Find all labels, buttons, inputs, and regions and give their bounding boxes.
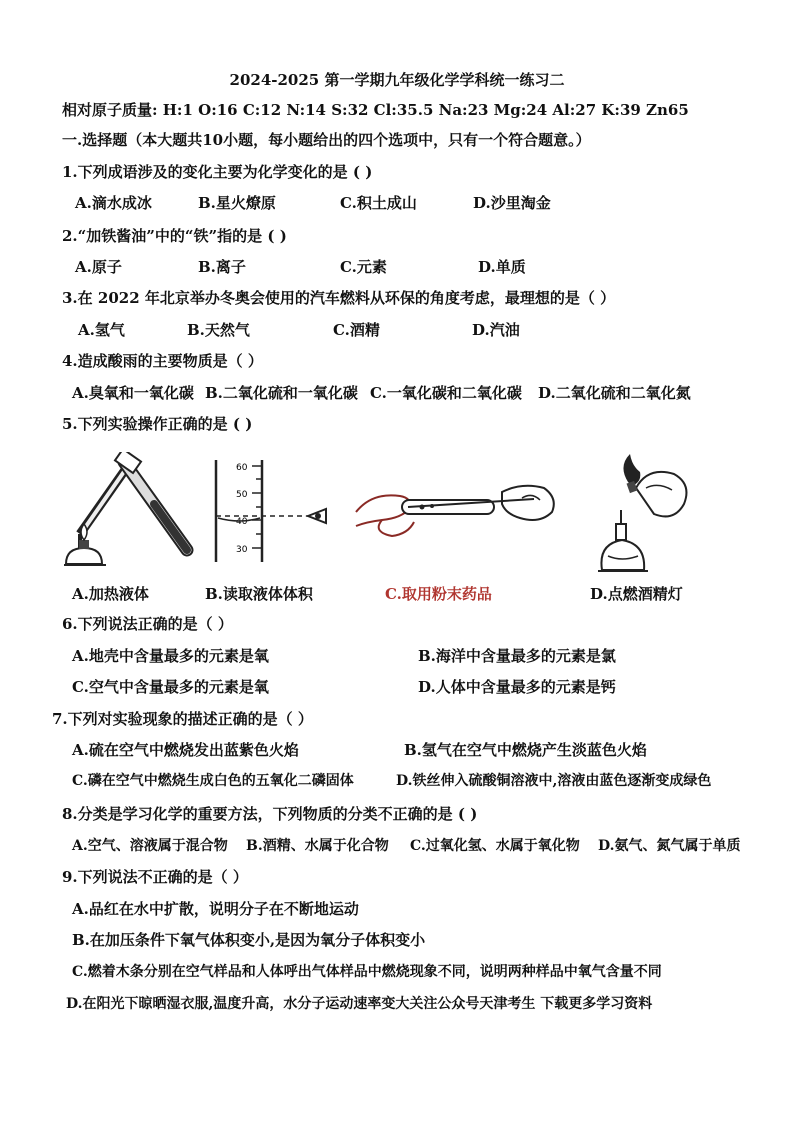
- q1-option-d: D.沙里淘金: [473, 194, 551, 212]
- question-2-stem: 2.“加铁酱油”中的“铁”指的是 ( ): [62, 227, 287, 245]
- q4-option-d: D.二氧化硫和二氧化氮: [538, 384, 691, 402]
- question-1-stem: 1.下列成语涉及的变化主要为化学变化的是 ( ): [62, 163, 373, 181]
- q9-option-c: C.燃着木条分别在空气样品和人体呼出气体样品中燃烧现象不同，说明两种样品中氧气含量不同: [72, 964, 662, 980]
- q7-option-b: B.氢气在空气中燃烧产生淡蓝色火焰: [404, 741, 647, 759]
- q9-option-b: B.在加压条件下氧气体积变小,是因为氧分子体积变小: [72, 931, 426, 949]
- q5-option-d: D.点燃酒精灯: [590, 585, 683, 603]
- q9-option-a: A.品红在水中扩散，说明分子在不断地运动: [72, 900, 359, 918]
- q4-option-a: A.臭氧和一氧化碳: [72, 384, 194, 402]
- q2-option-c: C.元素: [340, 258, 387, 276]
- q1-option-a: A.滴水成冰: [75, 194, 152, 212]
- figure-taking-powder: [352, 452, 560, 577]
- tick-30: 30: [236, 545, 248, 555]
- q1-option-c: C.积土成山: [340, 194, 417, 212]
- q5-option-c: C.取用粉末药品: [385, 585, 492, 603]
- section-heading: 一.选择题（本大题共10小题，每小题给出的四个选项中，只有一个符合题意。）: [62, 131, 591, 149]
- question-8-stem: 8.分类是学习化学的重要方法，下列物质的分类不正确的是 ( ): [62, 805, 478, 823]
- question-6-stem: 6.下列说法正确的是（ ）: [62, 615, 233, 633]
- figure-heating-liquid: [62, 452, 202, 577]
- q3-option-c: C.酒精: [333, 321, 380, 339]
- figure-reading-cylinder: [210, 452, 340, 577]
- q6-option-c: C.空气中含量最多的元素是氧: [72, 678, 269, 696]
- q4-option-c: C.一氧化碳和二氧化碳: [370, 384, 522, 402]
- q2-option-d: D.单质: [478, 258, 526, 276]
- q3-option-a: A.氢气: [78, 321, 125, 339]
- q2-option-a: A.原子: [75, 258, 122, 276]
- q8-option-a: A.空气、溶液属于混合物: [72, 838, 228, 854]
- q6-option-a: A.地壳中含量最多的元素是氧: [72, 647, 269, 665]
- q8-option-d: D.氨气、氮气属于单质: [598, 838, 741, 854]
- tick-50: 50: [236, 490, 248, 500]
- question-3-stem: 3.在 2022 年北京举办冬奥会使用的汽车燃料从环保的角度考虑，最理想的是（ ）: [62, 289, 616, 307]
- q5-option-b: B.读取液体体积: [205, 585, 313, 603]
- page-title: 2024-2025 第一学期九年级化学学科统一练习二: [229, 71, 565, 89]
- q3-option-d: D.汽油: [472, 321, 520, 339]
- q7-option-d: D.铁丝伸入硫酸铜溶液中,溶液由蓝色逐渐变成绿色: [396, 773, 712, 789]
- q7-option-a: A.硫在空气中燃烧发出蓝紫色火焰: [72, 741, 299, 759]
- q8-option-b: B.酒精、水属于化合物: [246, 838, 389, 854]
- question-7-stem: 7.下列对实验现象的描述正确的是（ ）: [52, 710, 313, 728]
- q1-option-b: B.星火燎原: [198, 194, 276, 212]
- figure-lighting-lamp: [588, 452, 698, 577]
- q6-option-d: D.人体中含量最多的元素是钙: [418, 678, 616, 696]
- q7-option-c: C.磷在空气中燃烧生成白色的五氧化二磷固体: [72, 773, 354, 789]
- q8-option-c: C.过氧化氢、水属于氧化物: [410, 838, 580, 854]
- q3-option-b: B.天然气: [187, 321, 250, 339]
- question-5-stem: 5.下列实验操作正确的是 ( ): [62, 415, 253, 433]
- q2-option-b: B.离子: [198, 258, 246, 276]
- q9-option-d: D.在阳光下晾晒湿衣服,温度升高，水分子运动速率变大关注公众号天津考生 下载更多学习资料: [66, 996, 653, 1012]
- tick-60: 60: [236, 463, 248, 473]
- tick-40: 40: [236, 517, 248, 527]
- q5-option-a: A.加热液体: [72, 585, 149, 603]
- question-9-stem: 9.下列说法不正确的是（ ）: [62, 868, 248, 886]
- atomic-masses: 相对原子质量: H:1 O:16 C:12 N:14 S:32 Cl:35.5 Na:23 Mg:24 Al:27 K:39 Zn65: [62, 101, 689, 119]
- q6-option-b: B.海洋中含量最多的元素是氯: [418, 647, 616, 665]
- q4-option-b: B.二氧化硫和一氧化碳: [205, 384, 358, 402]
- question-4-stem: 4.造成酸雨的主要物质是（ ）: [62, 352, 263, 370]
